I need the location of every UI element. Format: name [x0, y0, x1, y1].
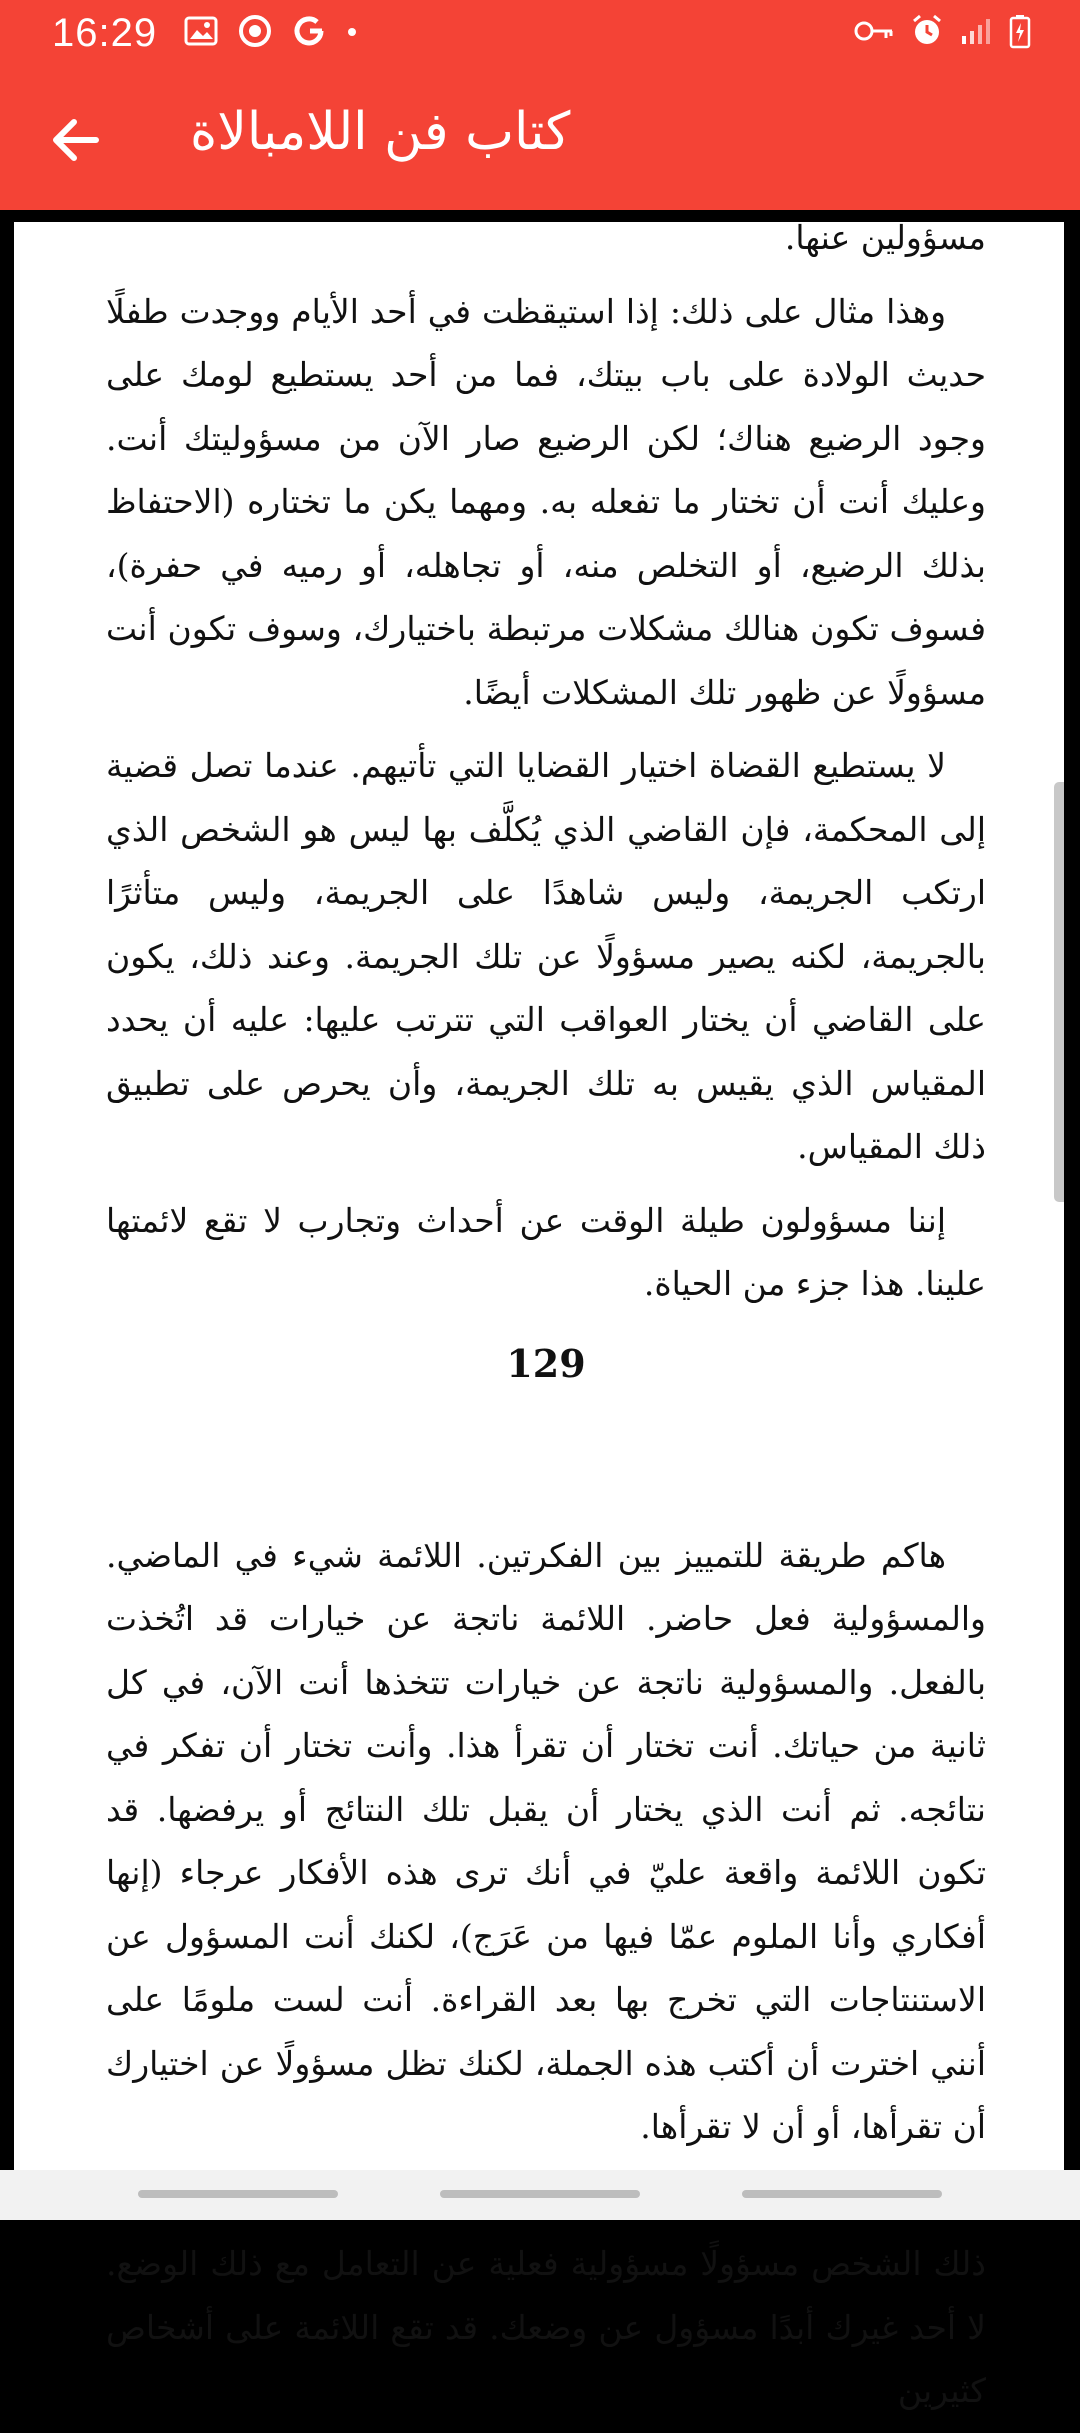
book-paragraph: لا يستطيع القضاة اختيار القضايا التي تأتيهم. عندما تصل قضية إلى المحكمة، فإن القاضي الذي يُكلَّف بها ليس هو الشخص الذي ارتكب الجريمة، وليس شاهدًا على الجريمة، وليس متأثرًا بالجريمة، لكنه يصير مسؤولًا عن تلك الجريمة. وعند ذلك، يكون على القاضي أن يختار العواقب التي تترتب عليها: عليه أن يحدد المقياس الذي يقيس به تلك الجريمة، وأن يحرص على تطبيق ذلك المقياس.: [106, 746, 986, 1166]
status-time: 16:29: [52, 10, 158, 55]
book-paragraph: هاكم طريقة للتمييز بين الفكرتين. اللائمة شيء في الماضي. والمسؤولية فعل حاضر. اللائمة ناتجة عن خيارات قد اتُخذت بالفعل. والمسؤولية ناتجة عن خيارات تتخذها أنت الآن، في كل ثانية من حياتك. أنت تختار أن تقرأ هذا. وأنت تختار أن تفكر في نتائجه. ثم أنت الذي يختار أن يقبل تلك النتائج أو يرفضها. قد تكون اللائمة واقعة عليّ في أنك ترى هذه الأفكار عرجاء (إنها أفكاري وأنا الملوم عمّا فيها من عَرَج)، لكنك أنت المسؤول عن الاستنتاجات التي تخرج بها بعد القراءة. أنت لست ملومًا على أنني اخترت أن أكتب هذه الجملة، لكنك تظل مسؤولًا عن اختيارك أن تقرأها، أو أن لا تقرأها.: [106, 1535, 986, 2146]
alarm-icon: [910, 14, 944, 53]
nav-recents-button[interactable]: [138, 2190, 338, 2198]
app-title: كتاب فن اللامبالاة: [190, 102, 571, 162]
arrow-back-icon[interactable]: [44, 108, 108, 172]
google-icon: [293, 15, 325, 52]
key-icon: [854, 19, 894, 48]
navigation-bar: [0, 2170, 1080, 2220]
app-bar: [0, 66, 1080, 210]
book-fragment-top: مسؤولين عنها.: [784, 218, 986, 257]
book-paragraph: وهذا مثال على ذلك: إذا استيقظت في أحد الأيام ووجدت طفلًا حديث الولادة على باب بيتك، فما من أحد يستطيع لومك على وجود الرضيع هناك؛ لكن الرضيع صار الآن من مسؤوليتك أنت. وعليك أنت أن تختار ما تفعله به. ومهما يكن ما تختاره (الاحتفاظ بذلك الرضيع، أو التخلص منه، أو تجاهله، أو رميه في حفرة)، فسوف تكون هنالك مشكلات مرتبطة باختيارك، وسوف تكون أنت مسؤولًا عن ظهور تلك المشكلات أيضًا.: [106, 291, 986, 712]
status-bar: [0, 0, 1080, 66]
nav-home-button[interactable]: [440, 2190, 640, 2198]
chrome-icon: [239, 15, 271, 52]
signal-icon: [960, 16, 994, 51]
book-page[interactable]: [14, 218, 1064, 2410]
image-icon: [185, 17, 217, 50]
scroll-handle[interactable]: [1054, 782, 1064, 1202]
nav-back-button[interactable]: [742, 2190, 942, 2198]
book-paragraph: إننا مسؤولون طيلة الوقت عن أحداث وتجارب لا تقع لائمتها علينا. هذا جزء من الحياة.: [106, 1200, 986, 1303]
dot-icon: [347, 24, 357, 42]
book-content: [106, 206, 986, 2433]
book-paragraph: ذلك الشخص مسؤولًا مسؤولية فعلية عن التعامل مع ذلك الوضع. لا أحد غيرك أبدًا مسؤول عن وضعك. قد تقع اللائمة على أشخاص كثيرين: [106, 2244, 986, 2410]
battery-icon: [1010, 14, 1030, 53]
page-number: 129: [506, 1340, 586, 1386]
